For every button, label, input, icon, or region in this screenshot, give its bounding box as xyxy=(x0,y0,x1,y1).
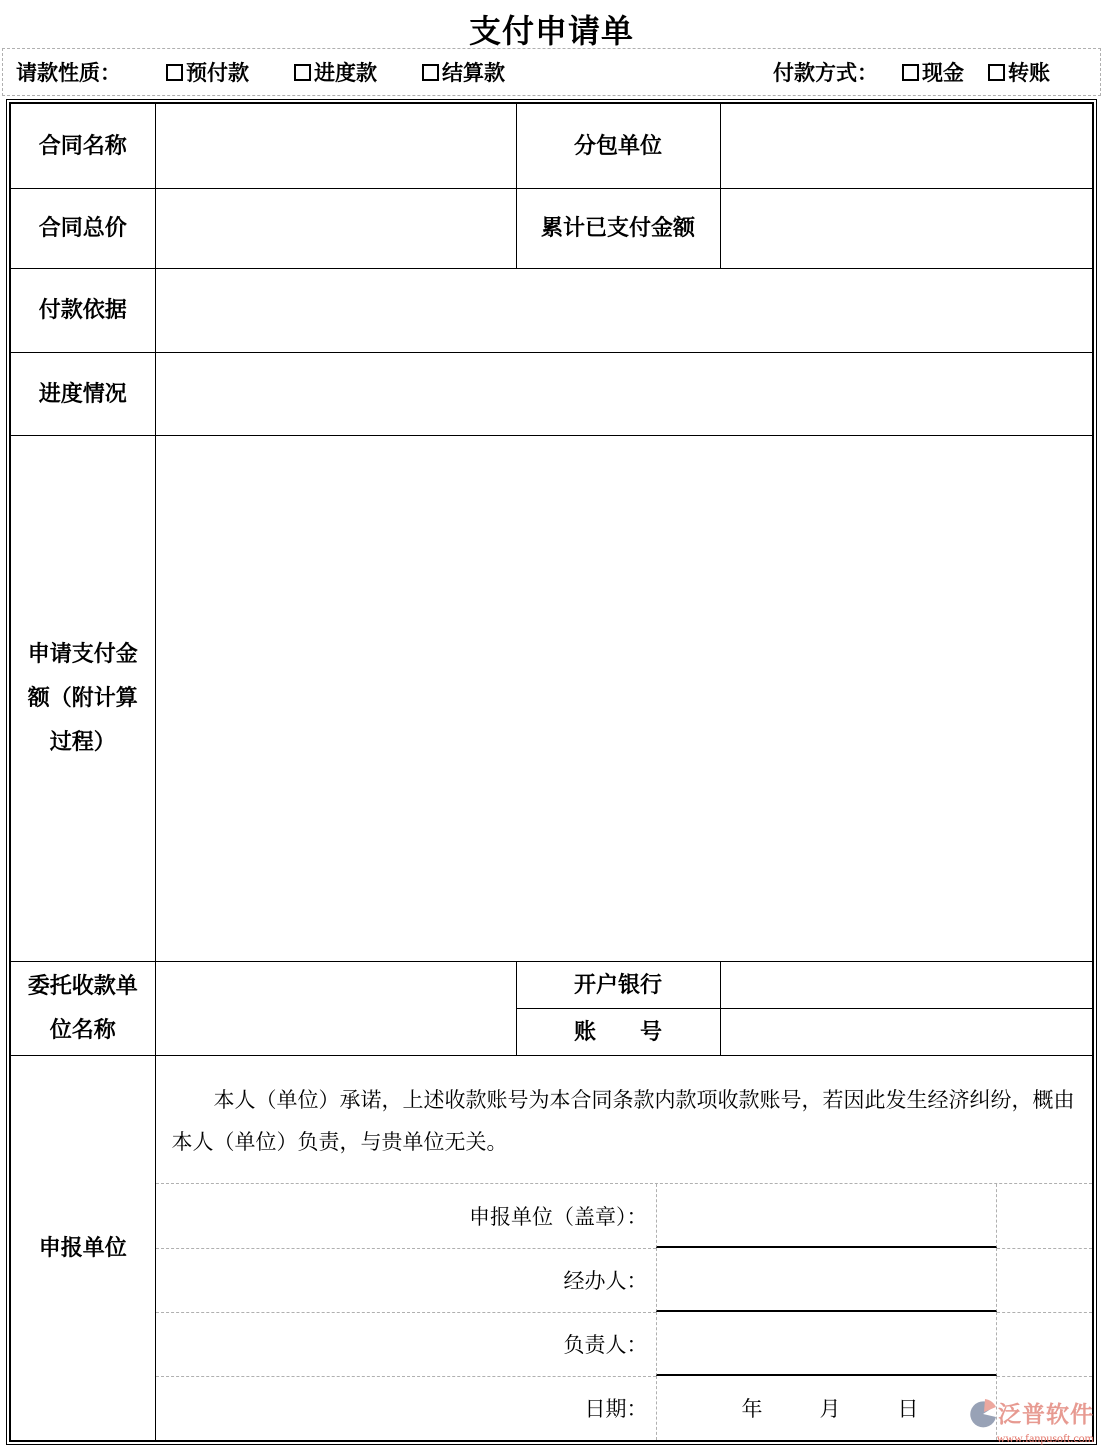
vendor-watermark xyxy=(966,1398,1094,1444)
account-label: 账 号 xyxy=(516,1008,720,1055)
form-table-border xyxy=(6,99,1097,1445)
payee-unit-label: 委托收款单位名称 xyxy=(10,961,155,1055)
prepayment-checkbox-icon[interactable] xyxy=(166,64,183,81)
payment-method-group xyxy=(773,57,1050,87)
settlement-payment-checkbox-icon[interactable] xyxy=(422,64,439,81)
watermark-url: www.fanpusoft.com xyxy=(996,1431,1094,1445)
settlement-payment-label: 结算款 xyxy=(442,62,505,85)
contract-name-field[interactable] xyxy=(155,103,516,188)
table-row xyxy=(10,352,1093,435)
progress-payment-label: 进度款 xyxy=(314,62,377,85)
table-row xyxy=(10,1055,1093,1441)
date-field[interactable] xyxy=(656,1376,997,1440)
day-label: 日 xyxy=(897,1397,919,1421)
prepayment-label: 预付款 xyxy=(186,62,249,85)
manager-label: 负责人： xyxy=(156,1312,656,1376)
cash-checkbox-icon[interactable] xyxy=(902,64,919,81)
transfer-checkbox-icon[interactable] xyxy=(988,64,1005,81)
payment-method-label: 付款方式： xyxy=(773,62,878,85)
manager-field[interactable] xyxy=(656,1312,997,1376)
cumulative-paid-field[interactable] xyxy=(720,188,1093,268)
manager-tail xyxy=(997,1312,1093,1376)
operator-label: 经办人： xyxy=(156,1248,656,1312)
bank-label: 开户银行 xyxy=(516,961,720,1008)
account-field[interactable] xyxy=(720,1008,1093,1055)
option-cash xyxy=(902,57,964,87)
option-settlement-payment xyxy=(422,57,505,87)
date-label: 日期： xyxy=(156,1376,656,1440)
month-label: 月 xyxy=(819,1397,841,1421)
subcontract-unit-field[interactable] xyxy=(720,103,1093,188)
cash-label: 现金 xyxy=(922,62,964,85)
apply-amount-field[interactable] xyxy=(155,435,1093,961)
subcontract-unit-label: 分包单位 xyxy=(516,103,720,188)
signature-grid xyxy=(156,1184,1093,1440)
bank-field[interactable] xyxy=(720,961,1093,1008)
page-title: 支付申请单 xyxy=(468,13,634,49)
contract-total-field[interactable] xyxy=(155,188,516,268)
commitment-text: 本人（单位）承诺，上述收款账号为本合同条款内款项收款账号，若因此发生经济纠纷，概由本人（单位）负责，与贵单位无关。 xyxy=(156,1056,1093,1184)
table-row xyxy=(10,103,1093,188)
top-options-bar xyxy=(2,48,1101,96)
payment-form-table xyxy=(9,102,1094,1445)
stamp-field[interactable] xyxy=(656,1184,997,1248)
progress-payment-checkbox-icon[interactable] xyxy=(294,64,311,81)
request-nature-group xyxy=(16,57,505,87)
stamp-label: 申报单位（盖章）： xyxy=(469,1205,648,1229)
fanpu-logo-icon xyxy=(969,1398,997,1430)
cumulative-paid-label: 累计已支付金额 xyxy=(516,188,720,268)
request-nature-label: 请款性质： xyxy=(16,62,121,85)
contract-name-label: 合同名称 xyxy=(10,103,155,188)
table-row xyxy=(10,188,1093,268)
declaration-cell xyxy=(155,1055,1093,1441)
stamp-tail xyxy=(997,1184,1093,1248)
progress-status-label: 进度情况 xyxy=(10,352,155,435)
option-prepayment xyxy=(166,57,249,87)
watermark-brand-text: 泛普软件 xyxy=(998,1400,1094,1427)
table-row xyxy=(10,268,1093,352)
watermark-brand-row xyxy=(966,1398,1094,1430)
payment-basis-field[interactable] xyxy=(155,268,1093,352)
option-transfer xyxy=(988,57,1050,87)
table-row xyxy=(10,961,1093,1008)
table-row xyxy=(10,435,1093,961)
operator-field[interactable] xyxy=(656,1248,997,1312)
declare-unit-label: 申报单位 xyxy=(10,1055,155,1441)
operator-tail xyxy=(997,1248,1093,1312)
transfer-label: 转账 xyxy=(1008,62,1050,85)
year-label: 年 xyxy=(741,1397,763,1421)
payment-basis-label: 付款依据 xyxy=(10,268,155,352)
contract-total-label: 合同总价 xyxy=(10,188,155,268)
option-progress-payment xyxy=(294,57,377,87)
progress-status-field[interactable] xyxy=(155,352,1093,435)
payee-unit-field[interactable] xyxy=(155,961,516,1055)
apply-amount-label: 申请支付金额（附计算过程） xyxy=(10,435,155,961)
